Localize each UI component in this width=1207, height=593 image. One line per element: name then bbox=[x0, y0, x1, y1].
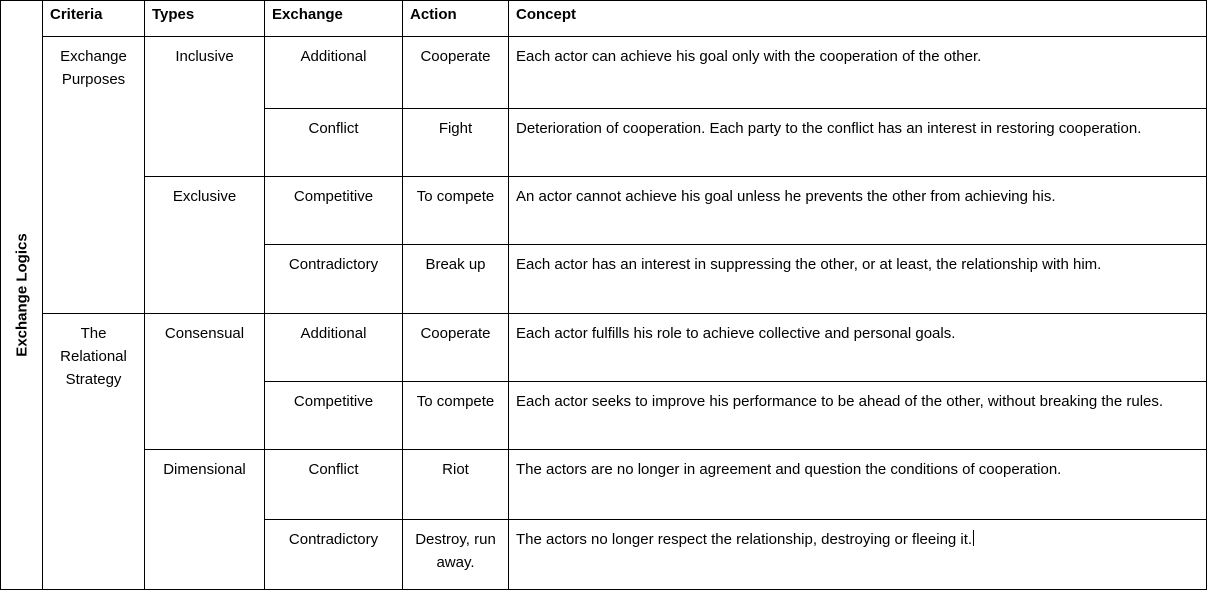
concept-cell: Deterioration of cooperation. Each party to the conflict has an interest in restoring cooperation. bbox=[509, 109, 1207, 177]
header-types: Types bbox=[145, 1, 265, 37]
action-cell: To compete bbox=[403, 382, 509, 450]
header-row bbox=[1, 1, 1207, 37]
concept-cell: Each actor fulfills his role to achieve collective and personal goals. bbox=[509, 314, 1207, 382]
exchange-cell: Contradictory bbox=[265, 245, 403, 314]
exchange-cell: Competitive bbox=[265, 382, 403, 450]
type-cell: Exclusive bbox=[145, 177, 265, 314]
concept-cell: Each actor can achieve his goal only with the cooperation of the other. bbox=[509, 37, 1207, 109]
concept-cell: Each actor has an interest in suppressing the other, or at least, the relationship with him. bbox=[509, 245, 1207, 314]
header-concept: Concept bbox=[509, 1, 1207, 37]
type-cell: Inclusive bbox=[145, 37, 265, 177]
action-cell: Riot bbox=[403, 450, 509, 520]
text-cursor bbox=[973, 530, 974, 546]
action-cell: Fight bbox=[403, 109, 509, 177]
concept-cell[interactable] bbox=[509, 520, 1207, 590]
table-row bbox=[1, 177, 1207, 245]
header-criteria: Criteria bbox=[43, 1, 145, 37]
action-cell: Break up bbox=[403, 245, 509, 314]
table-row bbox=[1, 450, 1207, 520]
criteria-cell: The Relational Strategy bbox=[43, 314, 145, 590]
action-cell: To compete bbox=[403, 177, 509, 245]
action-cell: Cooperate bbox=[403, 314, 509, 382]
exchange-cell: Additional bbox=[265, 314, 403, 382]
action-cell: Destroy, run away. bbox=[403, 520, 509, 590]
table-row bbox=[1, 314, 1207, 382]
exchange-cell: Competitive bbox=[265, 177, 403, 245]
criteria-cell: Exchange Purposes bbox=[43, 37, 145, 314]
exchange-cell: Additional bbox=[265, 37, 403, 109]
exchange-cell: Conflict bbox=[265, 109, 403, 177]
concept-text: The actors no longer respect the relationship, destroying or fleeing it. bbox=[516, 531, 973, 548]
type-cell: Consensual bbox=[145, 314, 265, 450]
header-action: Action bbox=[403, 1, 509, 37]
table-row bbox=[1, 37, 1207, 109]
side-label: Exchange Logics bbox=[13, 233, 30, 357]
exchange-cell: Conflict bbox=[265, 450, 403, 520]
action-cell: Cooperate bbox=[403, 37, 509, 109]
exchange-cell: Contradictory bbox=[265, 520, 403, 590]
concept-cell: Each actor seeks to improve his performance to be ahead of the other, without breaking the rules. bbox=[509, 382, 1207, 450]
concept-cell: An actor cannot achieve his goal unless he prevents the other from achieving his. bbox=[509, 177, 1207, 245]
concept-cell: The actors are no longer in agreement and question the conditions of cooperation. bbox=[509, 450, 1207, 520]
header-exchange: Exchange bbox=[265, 1, 403, 37]
type-cell: Dimensional bbox=[145, 450, 265, 590]
side-label-cell bbox=[1, 1, 43, 590]
